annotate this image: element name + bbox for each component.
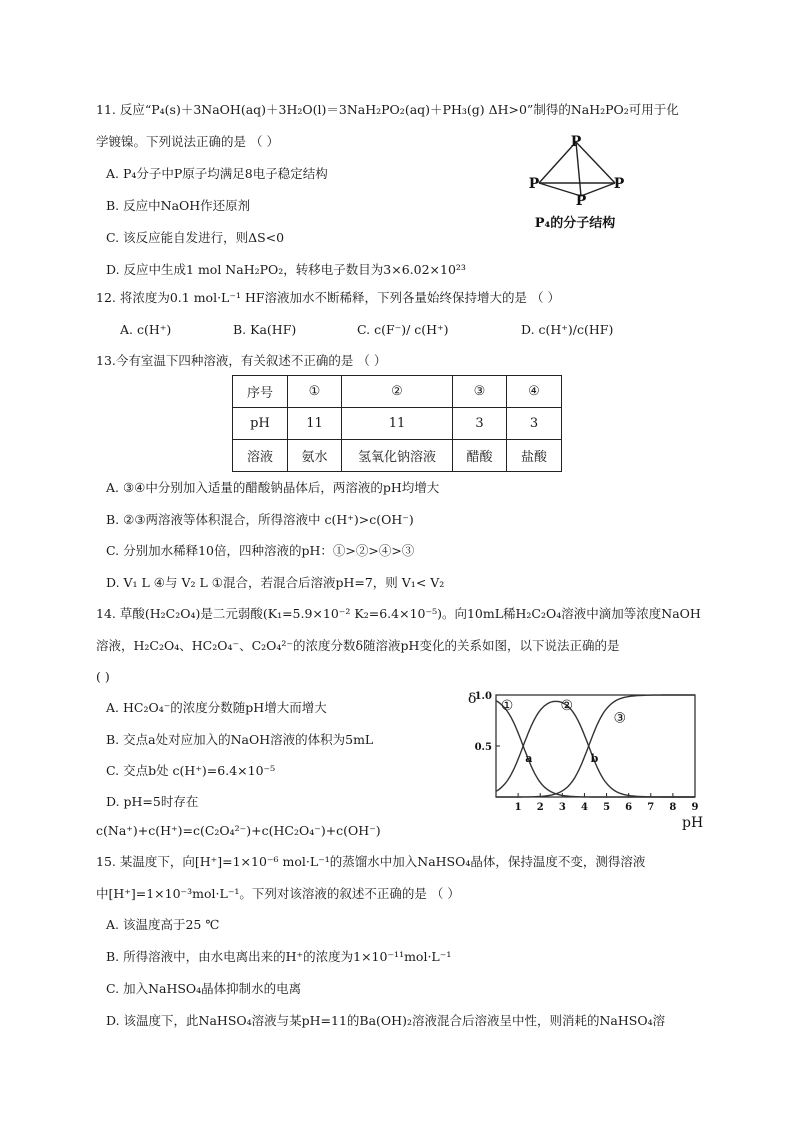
q11-option-a: A. P₄分子中P原子均满足8电子稳定结构 [106, 166, 328, 181]
q14-option-b: B. 交点a处对应加入的NaOH溶液的体积为5mL [106, 732, 374, 747]
x-tick-label: 8 [669, 802, 677, 813]
table-row [233, 376, 562, 408]
q13-option-d: D. V₁ L ④与 V₂ L ①混合，若混合后溶液pH=7，则 V₁< V₂ [106, 575, 445, 590]
series-label-1: ① [500, 698, 514, 715]
p4-atom-right: P [613, 176, 625, 192]
table-cell: 3 [507, 408, 562, 440]
table-cell: ③ [453, 376, 507, 408]
q11-option-d: D. 反应中生成1 mol NaH₂PO₂，转移电子数目为3×6.02×10²³ [106, 262, 466, 277]
q13-solution-table [232, 375, 562, 472]
table-cell: 盐酸 [507, 440, 562, 472]
x-axis-label: pH [682, 815, 704, 831]
q13-stem: 13.今有室温下四种溶液，有关叙述不正确的是 （ ） [96, 353, 387, 368]
q12-stem: 12. 将浓度为0.1 mol·L⁻¹ HF溶液加水不断稀释，下列各量始终保持增大的是 （ ） [96, 290, 560, 305]
table-cell: ② [342, 376, 453, 408]
series-line-1 [496, 701, 695, 797]
q11-option-c: C. 该反应能自发进行，则ΔS<0 [106, 230, 285, 245]
q15-option-c: C. 加入NaHSO₄晶体抑制水的电离 [106, 981, 302, 996]
table-cell: 3 [453, 408, 507, 440]
q14-option-c: C. 交点b处 c(H⁺)=6.4×10⁻⁵ [106, 763, 276, 778]
q12-option-c: C. c(F⁻)/ c(H⁺) [357, 322, 449, 337]
x-tick-label: 4 [580, 802, 588, 813]
x-tick-label: 3 [558, 802, 566, 813]
intersection-label-b: b [590, 752, 599, 765]
table-cell: ④ [507, 376, 562, 408]
q11-stem-line1: 11. 反应“P₄(s)＋3NaOH(aq)＋3H₂O(l)＝3NaH₂PO₂(aq)＋PH₃(g) ΔH>0”制得的NaH₂PO₂可用于化 [96, 102, 679, 117]
p4-molecule-figure [515, 128, 645, 233]
q12-option-a: A. c(H⁺) [120, 322, 172, 337]
table-cell: pH [233, 408, 288, 440]
q15-option-b: B. 所得溶液中，由水电离出来的H⁺的浓度为1×10⁻¹¹mol·L⁻¹ [106, 949, 452, 964]
series-line-3 [496, 695, 695, 797]
q14-distribution-chart [460, 683, 710, 835]
table-cell: 溶液 [233, 440, 288, 472]
table-cell: 氢氧化钠溶液 [342, 440, 453, 472]
q13-option-a: A. ③④中分别加入适量的醋酸钠晶体后，两溶液的pH均增大 [106, 480, 440, 495]
q12-option-d: D. c(H⁺)/c(HF) [521, 322, 614, 337]
table-cell: 序号 [233, 376, 288, 408]
q14-option-a: A. HC₂O₄⁻的浓度分数随pH增大而增大 [106, 700, 327, 715]
q14-stem-line3: ( ) [96, 669, 110, 684]
p4-atom-bottom: P [575, 193, 587, 209]
table-cell: 氨水 [288, 440, 342, 472]
x-tick-label: 7 [647, 802, 655, 813]
q15-stem-line1: 15. 某温度下，向[H⁺]=1×10⁻⁶ mol·L⁻¹的蒸馏水中加入NaHSO₄晶体，保持温度不变，测得溶液 [96, 854, 646, 869]
series-label-2: ② [560, 698, 574, 715]
q14-option-d-equation: c(Na⁺)+c(H⁺)=c(C₂O₄²⁻)+c(HC₂O₄⁻)+c(OH⁻) [96, 823, 381, 838]
p4-figure-caption: P₄的分子结构 [534, 216, 616, 231]
q15-option-a: A. 该温度高于25 ℃ [106, 917, 220, 932]
series-line-2 [496, 701, 695, 797]
series-label-3: ③ [613, 710, 627, 727]
q14-stem-line2: 溶液，H₂C₂O₄、HC₂O₄⁻、C₂O₄²⁻的浓度分数δ随溶液pH变化的关系如图，以下说法正确的是 [96, 638, 620, 653]
q14-stem-line1: 14. 草酸(H₂C₂O₄)是二元弱酸(K₁=5.9×10⁻² K₂=6.4×10⁻⁵)。向10mL稀H₂C₂O₄溶液中滴加等浓度NaOH [96, 606, 701, 621]
x-tick-label: 5 [603, 802, 611, 813]
table-row [233, 440, 562, 472]
q13-option-b: B. ②③两溶液等体积混合，所得溶液中 c(H⁺)>c(OH⁻) [106, 512, 414, 527]
intersection-label-a: a [525, 752, 533, 765]
x-tick-label: 2 [536, 802, 544, 813]
y-tick-label: 1.0 [474, 691, 492, 702]
x-tick-label: 6 [625, 802, 633, 813]
p4-atom-top: P [570, 134, 582, 150]
q11-stem-line2: 学镀镍。下列说法正确的是 （ ） [96, 134, 279, 149]
p4-atom-left: P [528, 176, 540, 192]
q11-option-b: B. 反应中NaOH作还原剂 [106, 198, 251, 213]
y-tick-label: 0.5 [474, 742, 492, 753]
q13-option-c: C. 分别加水稀释10倍，四种溶液的pH：①>②>④>③ [106, 543, 415, 558]
table-cell: 11 [342, 408, 453, 440]
y-axis-label: δ [468, 691, 477, 707]
q14-option-d: D. pH=5时存在 [106, 794, 199, 809]
plot-frame [496, 695, 695, 797]
q15-option-d: D. 该温度下，此NaHSO₄溶液与某pH=11的Ba(OH)₂溶液混合后溶液呈中性，则消耗的NaHSO₄溶 [106, 1013, 666, 1028]
q15-stem-line2: 中[H⁺]=1×10⁻³mol·L⁻¹。下列对该溶液的叙述不正确的是 （ ） [96, 886, 460, 901]
table-cell: ① [288, 376, 342, 408]
x-tick-label: 9 [691, 802, 699, 813]
table-cell: 醋酸 [453, 440, 507, 472]
table-cell: 11 [288, 408, 342, 440]
q12-option-b: B. Ka(HF) [233, 322, 297, 337]
x-tick-label: 1 [514, 802, 522, 813]
table-row [233, 408, 562, 440]
